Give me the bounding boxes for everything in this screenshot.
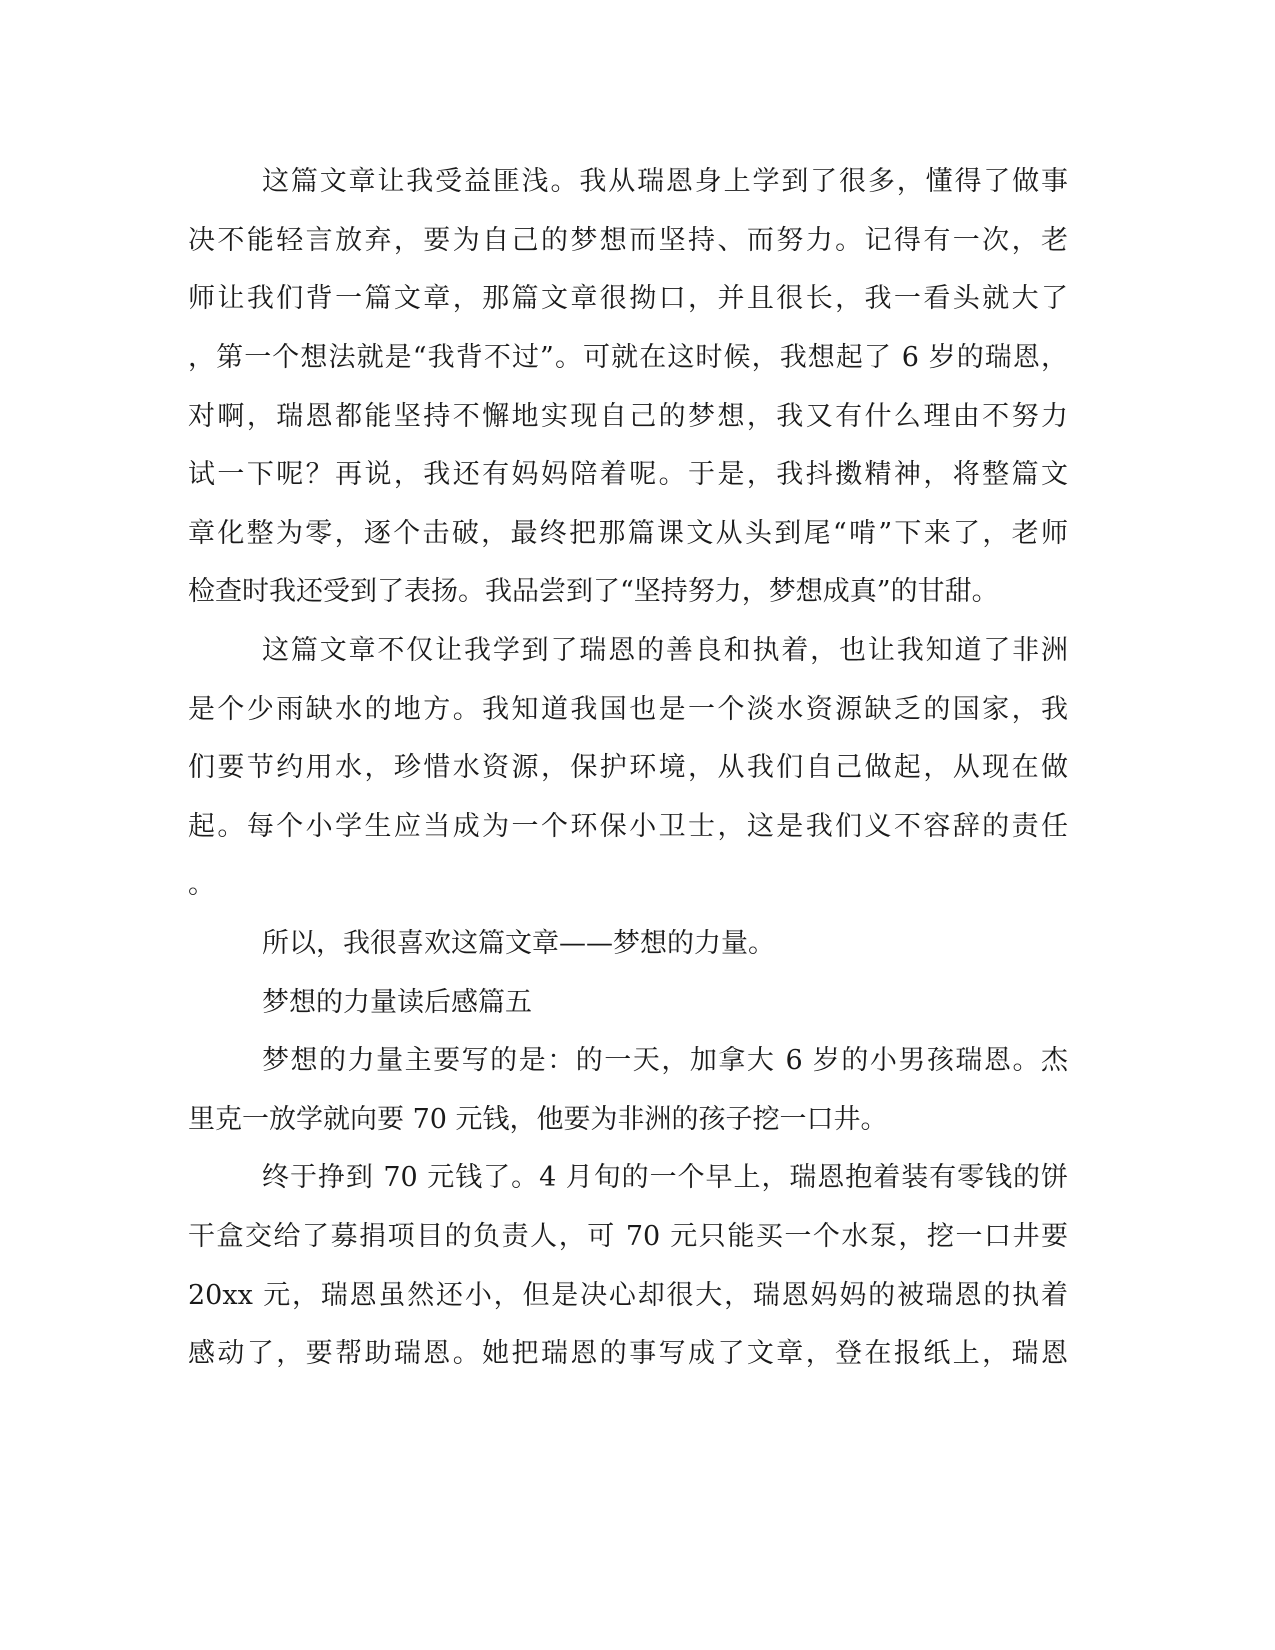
paragraph-1-line-3: 师让我们背一篇文章，那篇文章很拗口，并且很长，我一看头就大了 [188, 283, 1068, 314]
paragraph-1-line-8: 检查时我还受到了表扬。我品尝到了“坚持努力，梦想成真”的甘甜。 [188, 576, 999, 607]
paragraph-4-line-2: 里克一放学就向要 70 元钱，他要为非洲的孩子挖一口井。 [188, 1104, 888, 1135]
paragraph-1-line-6: 试一下呢？再说，我还有妈妈陪着呢。于是，我抖擞精神，将整篇文 [188, 459, 1068, 490]
paragraph-2-line-5: 。 [188, 869, 215, 900]
paragraph-5-line-2: 干盒交给了募捐项目的负责人，可 70 元只能买一个水泵，挖一口井要 [188, 1221, 1068, 1252]
paragraph-5-line-3: 20xx 元，瑞恩虽然还小，但是决心却很大，瑞恩妈妈的被瑞恩的执着 [188, 1280, 1068, 1311]
paragraph-2-line-4: 起。每个小学生应当成为一个环保小卫士，这是我们义不容辞的责任 [188, 811, 1068, 842]
paragraph-5-line-1: 终于挣到 70 元钱了。4 月旬的一个早上，瑞恩抱着装有零钱的饼 [262, 1162, 1068, 1193]
paragraph-1-line-1: 这篇文章让我受益匪浅。我从瑞恩身上学到了很多，懂得了做事 [262, 166, 1068, 197]
paragraph-2-line-3: 们要节约用水，珍惜水资源，保护环境，从我们自己做起，从现在做 [188, 752, 1068, 783]
paragraph-1-line-5: 对啊，瑞恩都能坚持不懈地实现自己的梦想，我又有什么理由不努力 [188, 401, 1068, 432]
paragraph-2-line-2: 是个少雨缺水的地方。我知道我国也是一个淡水资源缺乏的国家，我 [188, 694, 1068, 725]
paragraph-1-line-2: 决不能轻言放弃，要为自己的梦想而坚持、而努力。记得有一次，老 [188, 225, 1068, 256]
paragraph-3-line-1: 所以，我很喜欢这篇文章——梦想的力量。 [262, 928, 775, 959]
paragraph-5-line-4: 感动了，要帮助瑞恩。她把瑞恩的事写成了文章，登在报纸上，瑞恩 [188, 1338, 1068, 1369]
paragraph-4-line-1: 梦想的力量主要写的是：的一天，加拿大 6 岁的小男孩瑞恩。杰 [262, 1045, 1068, 1076]
paragraph-1-line-4: ，第一个想法就是“我背不过”。可就在这时候，我想起了 6 岁的瑞恩， [188, 342, 1068, 373]
paragraph-2-line-1: 这篇文章不仅让我学到了瑞恩的善良和执着，也让我知道了非洲 [262, 635, 1068, 666]
section-heading: 梦想的力量读后感篇五 [262, 987, 532, 1018]
paragraph-1-line-7: 章化整为零，逐个击破，最终把那篇课文从头到尾“啃”下来了，老师 [188, 518, 1068, 549]
